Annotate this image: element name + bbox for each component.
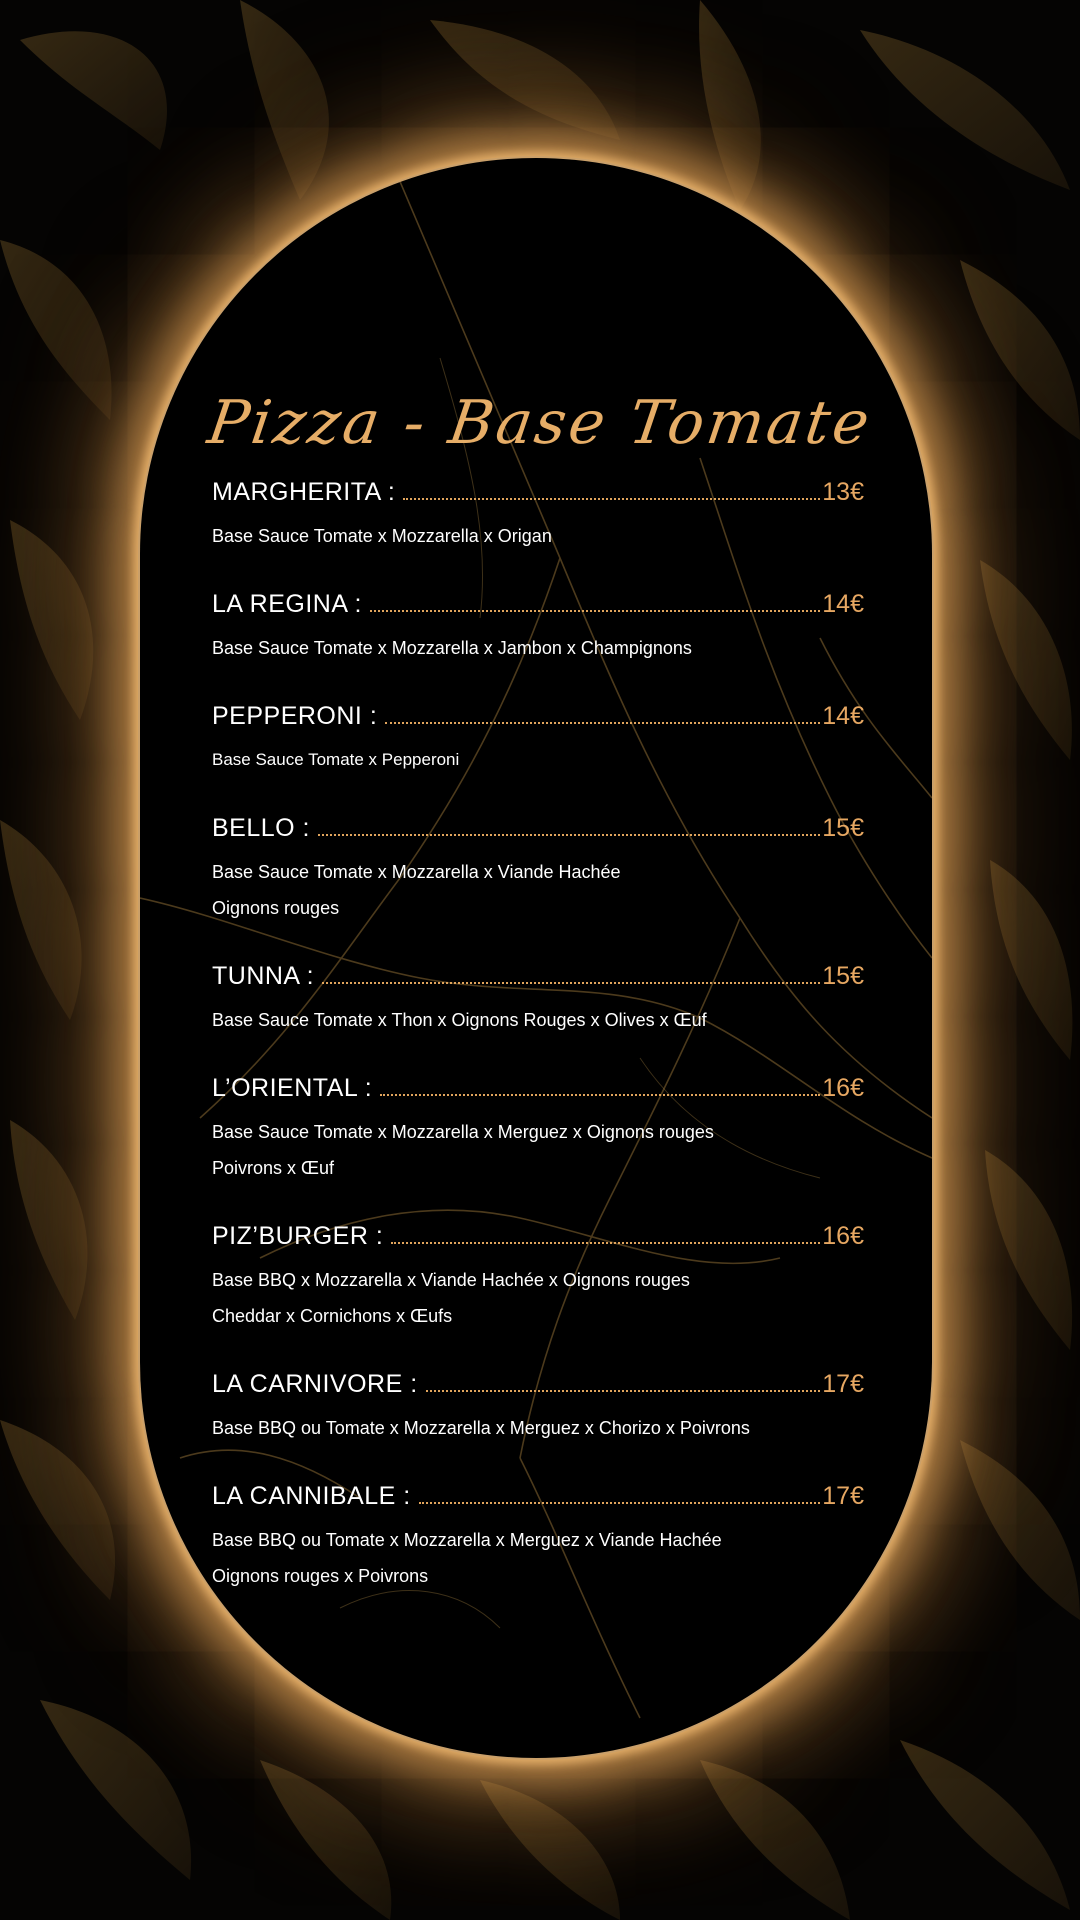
menu-item-la-cannibale — [212, 1482, 864, 1594]
item-description: Base Sauce Tomate x Pepperoni — [212, 750, 460, 769]
item-description: Base BBQ ou Tomate x Mozzarella x Merguez x Viande Hachée — [212, 1530, 722, 1550]
dot-leader — [391, 1241, 820, 1244]
dot-leader — [419, 1501, 821, 1504]
dot-leader — [380, 1093, 820, 1096]
menu-item-bello — [212, 814, 864, 926]
menu-list — [212, 478, 864, 1630]
item-description: Base Sauce Tomate x Mozzarella x Origan — [212, 526, 552, 546]
item-description-line-2: Poivrons x Œuf — [212, 1158, 335, 1178]
item-price: 15€ — [822, 814, 864, 842]
item-name: L’ORIENTAL : — [212, 1074, 373, 1102]
dot-leader — [322, 981, 820, 984]
item-price: 14€ — [822, 590, 864, 618]
item-name: PEPPERONI : — [212, 702, 378, 730]
dot-leader — [403, 497, 820, 500]
item-name: MARGHERITA : — [212, 478, 396, 506]
item-name: BELLO : — [212, 814, 310, 842]
item-description: Base BBQ x Mozzarella x Viande Hachée x Oignons rouges — [212, 1270, 690, 1290]
dot-leader — [385, 721, 820, 724]
item-description: Base Sauce Tomate x Mozzarella x Merguez x Oignons rouges — [212, 1122, 714, 1142]
item-price: 16€ — [822, 1074, 864, 1102]
menu-item-l-oriental — [212, 1074, 864, 1186]
item-name: TUNNA : — [212, 962, 315, 990]
item-description: Base BBQ ou Tomate x Mozzarella x Merguez x Chorizo x Poivrons — [212, 1418, 750, 1438]
item-description-line-2: Cheddar x Cornichons x Œufs — [212, 1306, 453, 1326]
item-description-line-2: Oignons rouges — [212, 898, 340, 918]
item-price: 17€ — [822, 1370, 864, 1398]
menu-item-pepperoni — [212, 702, 864, 778]
item-description: Base Sauce Tomate x Mozzarella x Jambon x Champignons — [212, 638, 692, 658]
item-description: Base Sauce Tomate x Mozzarella x Viande Hachée — [212, 862, 621, 882]
menu-item-la-regina — [212, 590, 864, 666]
menu-item-tunna — [212, 962, 864, 1038]
item-name: LA CARNIVORE : — [212, 1370, 418, 1398]
dot-leader — [370, 609, 820, 612]
item-name: PIZ’BURGER : — [212, 1222, 384, 1250]
item-description-line-2: Oignons rouges x Poivrons — [212, 1566, 429, 1586]
item-price: 13€ — [822, 478, 864, 506]
dot-leader — [318, 833, 820, 836]
item-description: Base Sauce Tomate x Thon x Oignons Rouges x Olives x Œuf — [212, 1010, 707, 1030]
menu-item-piz-burger — [212, 1222, 864, 1334]
item-price: 16€ — [822, 1222, 864, 1250]
menu-item-la-carnivore — [212, 1370, 864, 1446]
item-name: LA REGINA : — [212, 590, 363, 618]
menu-item-margherita — [212, 478, 864, 554]
dot-leader — [426, 1389, 821, 1392]
item-name: LA CANNIBALE : — [212, 1482, 411, 1510]
item-price: 17€ — [822, 1482, 864, 1510]
item-price: 14€ — [822, 702, 864, 730]
item-price: 15€ — [822, 962, 864, 990]
menu-title: Pizza - Base Tomate — [203, 388, 877, 458]
